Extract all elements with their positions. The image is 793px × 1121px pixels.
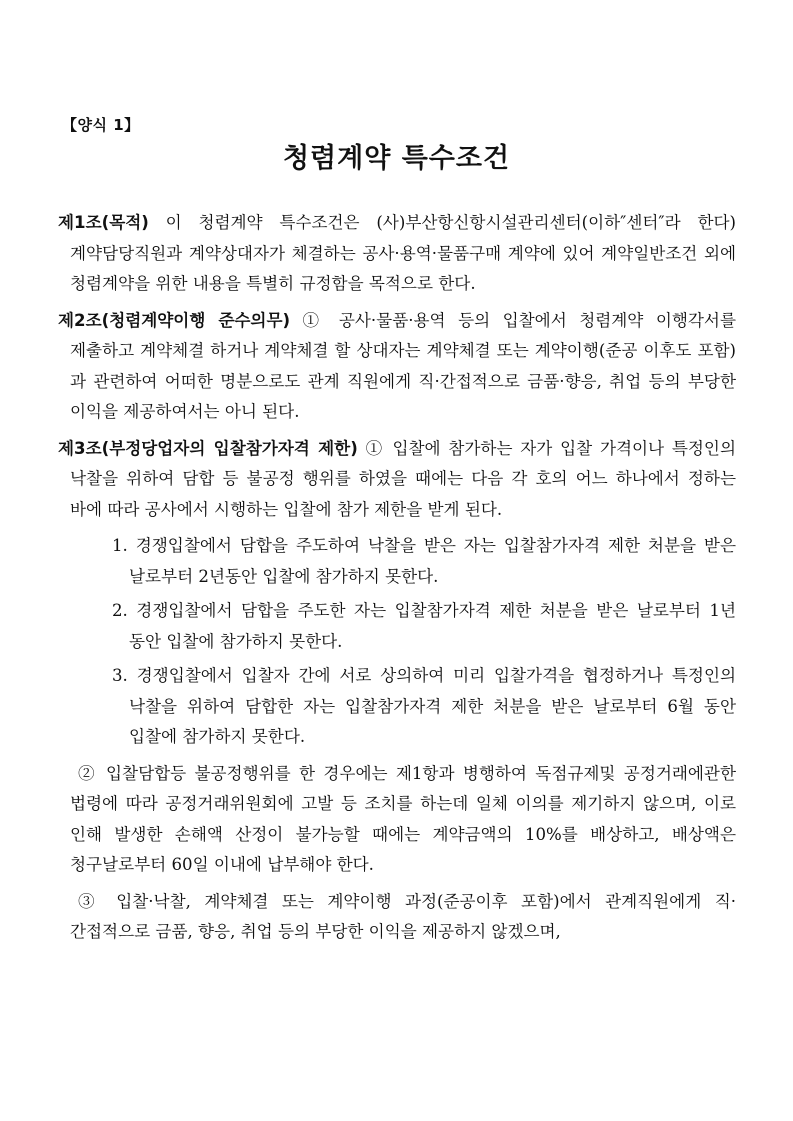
article-3-text: ① 입찰에 참가하는 자가 입찰 가격이나 특정인의 낙찰을 위하여 담합 등 불공정 행위를 하였을 때에는 다음 각 호의 어느 하나에서 정하는 바에 따라 공사에서 시행하는 입찰에 참가 제한을 받게 된다. bbox=[70, 438, 736, 519]
article-2-text: ① 공사·물품·용역 등의 입찰에서 청렴계약 이행각서를 제출하고 계약체결 하거나 계약체결 할 상대자는 계약체결 또는 계약이행(준공 이후도 포함)과 관련하여 어떠한 명분으로도 관계 직원에게 직·간접적으로 금품·향응, 취업 등의 부당한 이익을 제공하여서는 아니 된다. bbox=[70, 310, 736, 421]
article-2 bbox=[58, 306, 736, 428]
article-1-heading: 제1조(목적) bbox=[58, 213, 149, 232]
article-3-paragraph-2: ② 입찰담합등 불공정행위를 한 경우에는 제1항과 병행하여 독점규제및 공정거래에관한 법령에 따라 공정거래위원회에 고발 등 조치를 하는데 일체 이의를 제기하지 않으며, 이로 인해 발생한 손해액 산정이 불가능할 때에는 계약금액의 10%를 배상하고, 배상액은 청구날로부터 60일 이내에 납부해야 한다. bbox=[70, 763, 736, 874]
form-label: 【양식 1】 bbox=[62, 116, 140, 134]
article-1 bbox=[58, 208, 736, 300]
document-body bbox=[58, 208, 736, 954]
article-3-paragraph-3: ③ 입찰·낙찰, 계약체결 또는 계약이행 과정(준공이후 포함)에서 관계직원에게 직·간접적으로 금품, 향응, 취업 등의 부당한 이익을 제공하지 않겠으며, bbox=[70, 891, 736, 941]
article-2-heading: 제2조(청렴계약이행 준수의무) bbox=[58, 310, 291, 330]
article-1-text: 이 청렴계약 특수조건은 (사)부산항신항시설관리센터(이하″센터″라 한다) 계약담당직원과 계약상대자가 체결하는 공사·용역·물품구매 계약에 있어 계약일반조건 외에 청렴계약을 위한 내용을 특별히 규정함을 목적으로 한다. bbox=[70, 213, 736, 293]
document-title: 청렴계약 특수조건 bbox=[282, 143, 511, 174]
article-3-items bbox=[58, 531, 736, 753]
article-3-item-2: 2. 경쟁입찰에서 담합을 주도한 자는 입찰참가자격 제한 처분을 받은 날로부터 1년 동안 입찰에 참가하지 못한다. bbox=[112, 601, 736, 651]
article-3 bbox=[58, 434, 736, 526]
article-3-heading: 제3조(부정당업자의 입찰참가자격 제한) bbox=[58, 438, 358, 458]
article-3-item-3: 3. 경쟁입찰에서 입찰자 간에 서로 상의하여 미리 입찰가격을 협정하거나 특정인의 낙찰을 위하여 담합한 자는 입찰참가자격 제한 처분을 받은 날로부터 6월 동안 입찰에 참가하지 못한다. bbox=[112, 666, 736, 746]
article-3-item-1: 1. 경쟁입찰에서 담합을 주도하여 낙찰을 받은 자는 입찰참가자격 제한 처분을 받은 날로부터 2년동안 입찰에 참가하지 못한다. bbox=[112, 536, 736, 586]
